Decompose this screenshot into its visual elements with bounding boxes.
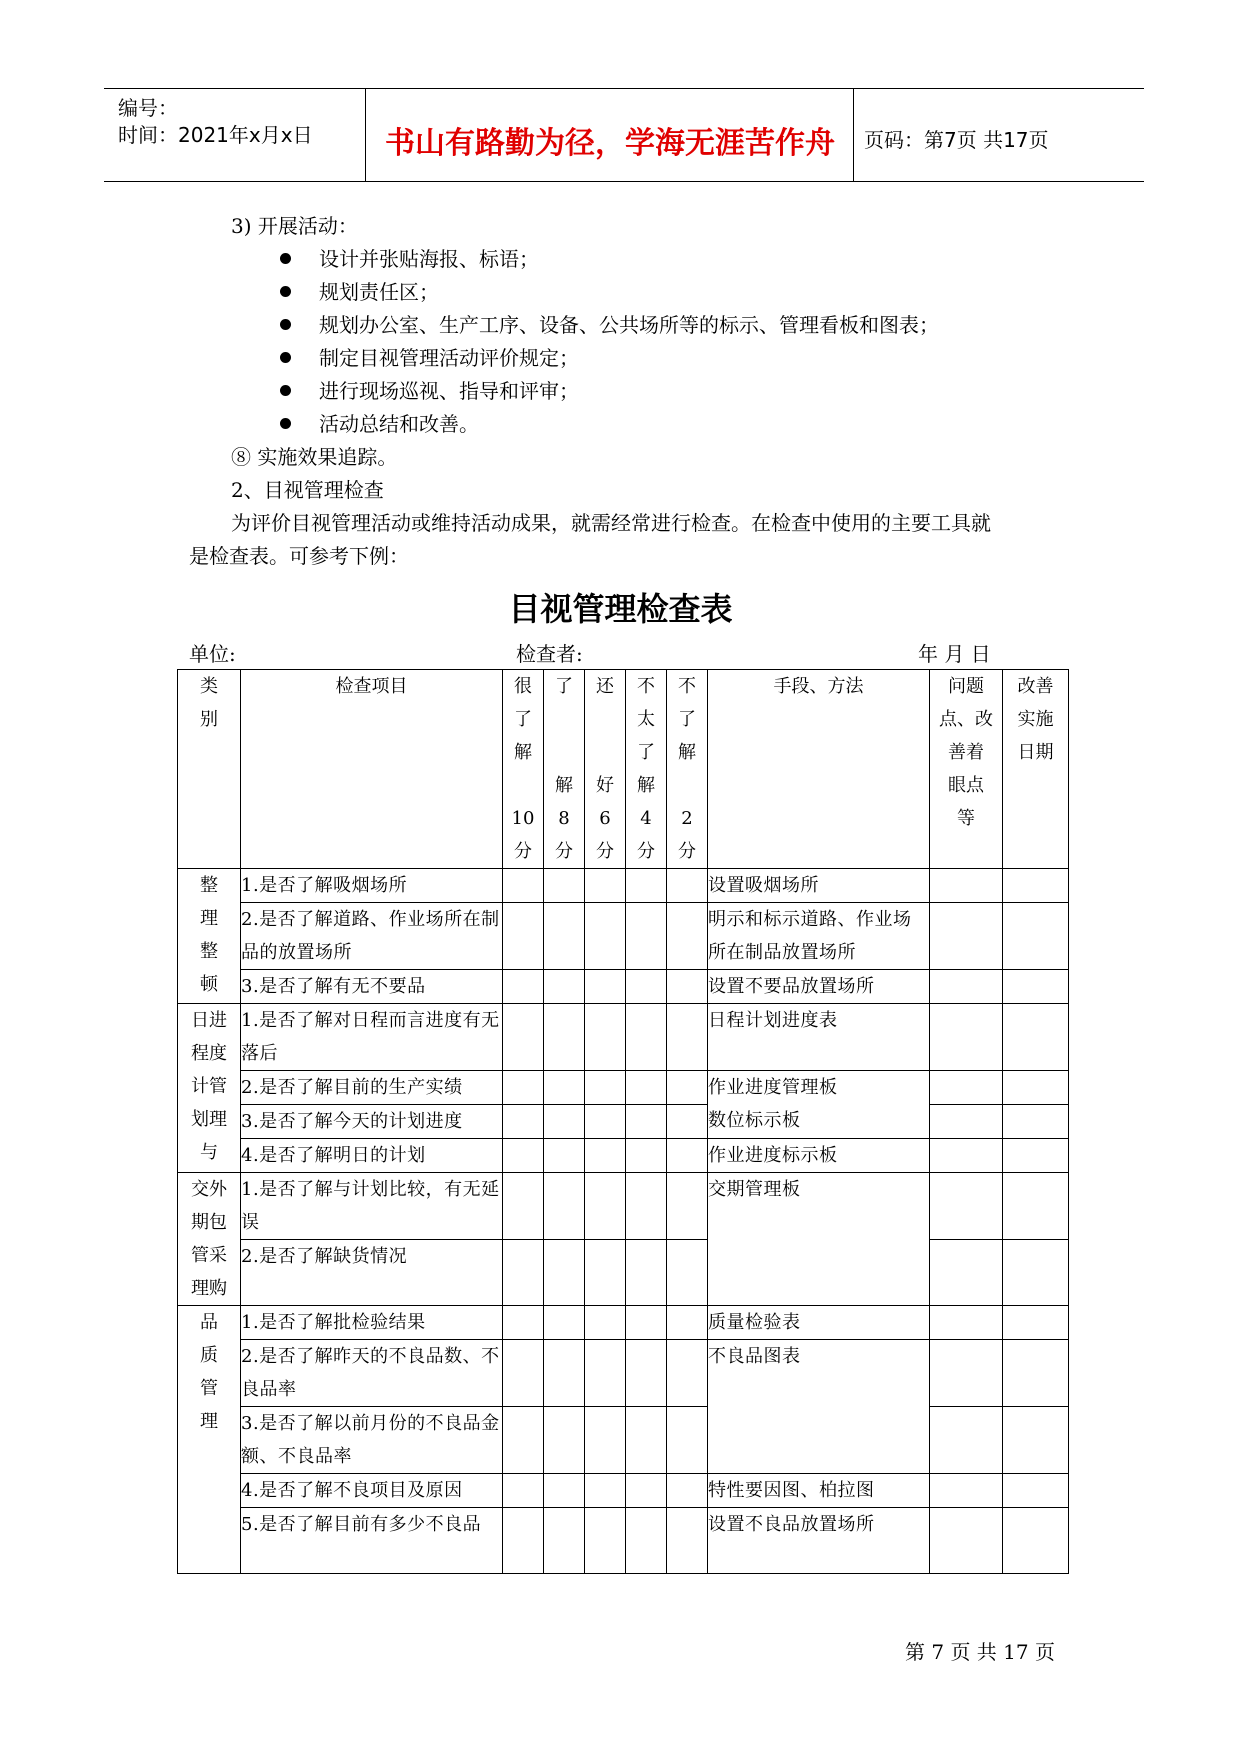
header-method: 手段、方法 <box>708 670 930 869</box>
score-cell[interactable] <box>626 869 667 903</box>
improve-date-cell[interactable] <box>1003 903 1069 970</box>
bullet-item <box>280 243 539 276</box>
bullet-icon <box>280 286 291 297</box>
issue-cell[interactable] <box>930 1173 1003 1240</box>
score-cell[interactable] <box>626 1240 667 1306</box>
method-cell: 日程计划进度表 <box>708 1004 930 1071</box>
score-cell[interactable] <box>544 970 585 1004</box>
score-cell[interactable] <box>503 1306 544 1340</box>
score-cell[interactable] <box>585 1306 626 1340</box>
score-cell[interactable] <box>667 903 708 970</box>
category-cell: 交外 期包 管采 理购 <box>178 1173 241 1306</box>
inspector-label: 检查者: <box>516 642 583 666</box>
method-cell: 不良品图表 <box>708 1340 930 1474</box>
form-title: 目视管理检查表 <box>508 590 733 628</box>
doc-time-label: 时间：2021年x月x日 <box>118 123 313 147</box>
score-cell[interactable] <box>667 1004 708 1071</box>
method-cell: 设置不良品放置场所 <box>708 1508 930 1574</box>
bullet-item <box>280 309 939 342</box>
header-score-2: 不 了 解 2 分 <box>667 670 708 869</box>
check-item: 1.是否了解批检验结果 <box>241 1306 503 1340</box>
inspection-table <box>177 669 1069 1574</box>
issue-cell[interactable] <box>930 1474 1003 1508</box>
bullet-icon <box>280 385 291 396</box>
bullet-text: 设计并张贴海报、标语； <box>319 247 539 271</box>
table-row <box>178 1474 1069 1508</box>
bullet-text: 规划责任区； <box>319 280 439 304</box>
score-cell[interactable] <box>585 1340 626 1407</box>
score-cell[interactable] <box>503 1004 544 1071</box>
table-row <box>178 1340 1069 1407</box>
bullet-icon <box>280 319 291 330</box>
score-cell[interactable] <box>544 1139 585 1173</box>
improve-date-cell[interactable] <box>1003 1340 1069 1407</box>
score-cell[interactable] <box>503 970 544 1004</box>
improve-date-cell[interactable] <box>1003 1474 1069 1508</box>
score-cell[interactable] <box>503 1474 544 1508</box>
issue-cell[interactable] <box>930 1139 1003 1173</box>
header-score-10: 很 了 解 10 分 <box>503 670 544 869</box>
improve-date-cell[interactable] <box>1003 1173 1069 1240</box>
score-cell[interactable] <box>544 1004 585 1071</box>
check-item: 2.是否了解昨天的不良品数、不良品率 <box>241 1340 503 1407</box>
score-cell[interactable] <box>585 1004 626 1071</box>
table-row <box>178 1407 1069 1474</box>
issue-cell[interactable] <box>930 1105 1003 1139</box>
check-item: 1.是否了解对日程而言进度有无落后 <box>241 1004 503 1071</box>
header-score-6: 还 好 6 分 <box>585 670 626 869</box>
score-cell[interactable] <box>626 1508 667 1574</box>
issue-cell[interactable] <box>930 1306 1003 1340</box>
score-cell[interactable] <box>585 1508 626 1574</box>
unit-label: 单位: <box>189 642 236 666</box>
check-item: 3.是否了解今天的计划进度 <box>241 1105 503 1139</box>
score-cell[interactable] <box>667 1306 708 1340</box>
issue-cell[interactable] <box>930 869 1003 903</box>
category-cell: 日进 程度 计管 划理 与 <box>178 1004 241 1173</box>
score-cell[interactable] <box>585 1407 626 1474</box>
issue-cell[interactable] <box>930 1340 1003 1407</box>
check-item: 4.是否了解明日的计划 <box>241 1139 503 1173</box>
issue-cell[interactable] <box>930 1004 1003 1071</box>
method-line: 作业进度管理板 <box>708 1077 838 1098</box>
bullet-text: 活动总结和改善。 <box>319 412 479 436</box>
score-cell[interactable] <box>667 869 708 903</box>
table-row <box>178 869 1069 903</box>
method-cell: 明示和标示道路、作业场所在制品放置场所 <box>708 903 930 970</box>
method-cell: 质量检验表 <box>708 1306 930 1340</box>
score-cell[interactable] <box>503 1071 544 1105</box>
table-row <box>178 1004 1069 1071</box>
score-cell[interactable] <box>626 970 667 1004</box>
bullet-text: 规划办公室、生产工序、设备、公共场所等的标示、管理看板和图表； <box>319 313 939 337</box>
table-row <box>178 903 1069 970</box>
table-row <box>178 1306 1069 1340</box>
score-cell[interactable] <box>503 869 544 903</box>
check-item: 2.是否了解缺货情况 <box>241 1240 503 1306</box>
score-cell[interactable] <box>544 1340 585 1407</box>
score-cell[interactable] <box>626 1474 667 1508</box>
score-cell[interactable] <box>667 1508 708 1574</box>
method-line: 数位标示板 <box>708 1110 801 1131</box>
section-2-heading: 2、目视管理检查 <box>231 478 384 502</box>
score-cell[interactable] <box>626 1004 667 1071</box>
score-cell[interactable] <box>626 1173 667 1240</box>
score-cell[interactable] <box>544 1508 585 1574</box>
score-cell[interactable] <box>626 1071 667 1105</box>
method-cell <box>708 1071 930 1139</box>
improve-date-cell[interactable] <box>1003 1306 1069 1340</box>
score-cell[interactable] <box>667 970 708 1004</box>
issue-cell[interactable] <box>930 970 1003 1004</box>
header-score-8: 了 解 8 分 <box>544 670 585 869</box>
improve-date-cell[interactable] <box>1003 970 1069 1004</box>
paragraph-line: 是检查表。可参考下例： <box>189 544 409 568</box>
bullet-item <box>280 408 479 441</box>
score-cell[interactable] <box>667 1173 708 1240</box>
doc-number-label: 编号： <box>118 96 178 120</box>
issue-cell[interactable] <box>930 1240 1003 1306</box>
header-bottom-rule <box>104 181 1144 182</box>
paragraph-line: 为评价目视管理活动或维持活动成果，就需经常进行检查。在检查中使用的主要工具就 <box>231 511 991 535</box>
score-cell[interactable] <box>544 1474 585 1508</box>
score-cell[interactable] <box>667 1105 708 1139</box>
improve-date-cell[interactable] <box>1003 1004 1069 1071</box>
score-cell[interactable] <box>503 1407 544 1474</box>
score-cell[interactable] <box>626 1340 667 1407</box>
score-cell[interactable] <box>667 1139 708 1173</box>
score-cell[interactable] <box>626 1407 667 1474</box>
score-cell[interactable] <box>585 1173 626 1240</box>
header-score-4: 不 太 了 解 4 分 <box>626 670 667 869</box>
score-cell[interactable] <box>503 1105 544 1139</box>
score-cell[interactable] <box>544 1240 585 1306</box>
score-cell[interactable] <box>544 1071 585 1105</box>
score-cell[interactable] <box>667 1071 708 1105</box>
method-cell: 设置吸烟场所 <box>708 869 930 903</box>
improve-date-cell[interactable] <box>1003 1071 1069 1105</box>
score-cell[interactable] <box>585 1139 626 1173</box>
score-cell[interactable] <box>667 1240 708 1306</box>
score-cell[interactable] <box>585 1240 626 1306</box>
check-item: 1.是否了解与计划比较，有无延误 <box>241 1173 503 1240</box>
header-top-rule <box>104 88 1144 89</box>
score-cell[interactable] <box>585 1105 626 1139</box>
method-cell: 特性要因图、柏拉图 <box>708 1474 930 1508</box>
issue-cell[interactable] <box>930 903 1003 970</box>
check-item: 3.是否了解以前月份的不良品金额、不良品率 <box>241 1407 503 1474</box>
header-motto: 书山有路勤为径，学海无涯苦作舟 <box>385 126 835 161</box>
score-cell[interactable] <box>585 1071 626 1105</box>
bullet-icon <box>280 253 291 264</box>
score-cell[interactable] <box>503 1139 544 1173</box>
issue-cell[interactable] <box>930 1508 1003 1574</box>
score-cell[interactable] <box>544 1105 585 1139</box>
score-cell[interactable] <box>503 1508 544 1574</box>
check-item: 2.是否了解道路、作业场所在制品的放置场所 <box>241 903 503 970</box>
improve-date-cell[interactable] <box>1003 1508 1069 1574</box>
table-row <box>178 1173 1069 1240</box>
bullet-item <box>280 276 439 309</box>
score-cell[interactable] <box>667 1407 708 1474</box>
method-cell: 作业进度标示板 <box>708 1139 930 1173</box>
table-row <box>178 1105 1069 1139</box>
score-cell[interactable] <box>503 903 544 970</box>
bullet-item <box>280 375 579 408</box>
bullet-item <box>280 342 579 375</box>
category-cell: 整 理 整 顿 <box>178 869 241 1004</box>
method-cell: 交期管理板 <box>708 1173 930 1306</box>
table-row <box>178 1071 1069 1105</box>
method-cell: 设置不要品放置场所 <box>708 970 930 1004</box>
table-header-row <box>178 670 1069 869</box>
issue-cell[interactable] <box>930 1407 1003 1474</box>
score-cell[interactable] <box>585 903 626 970</box>
score-cell[interactable] <box>585 1474 626 1508</box>
header-page-label: 页码：第7页 共17页 <box>864 128 1049 152</box>
improve-date-cell[interactable] <box>1003 1139 1069 1173</box>
improve-date-cell[interactable] <box>1003 869 1069 903</box>
score-cell[interactable] <box>544 1407 585 1474</box>
score-cell[interactable] <box>667 1474 708 1508</box>
step-3-heading: 3) 开展活动： <box>231 214 358 238</box>
score-cell[interactable] <box>544 869 585 903</box>
category-cell: 品 质 管 理 <box>178 1306 241 1574</box>
header-item: 检查项目 <box>241 670 503 869</box>
score-cell[interactable] <box>544 1306 585 1340</box>
check-item: 1.是否了解吸烟场所 <box>241 869 503 903</box>
header-category: 类 别 <box>178 670 241 869</box>
improve-date-cell[interactable] <box>1003 1240 1069 1306</box>
check-item: 4.是否了解不良项目及原因 <box>241 1474 503 1508</box>
score-cell[interactable] <box>503 1173 544 1240</box>
score-cell[interactable] <box>585 970 626 1004</box>
check-item: 3.是否了解有无不要品 <box>241 970 503 1004</box>
score-cell[interactable] <box>626 1139 667 1173</box>
bullet-icon <box>280 418 291 429</box>
check-item: 2.是否了解目前的生产实绩 <box>241 1071 503 1105</box>
bullet-text: 制定目视管理活动评价规定； <box>319 346 579 370</box>
date-label: 年 月 日 <box>918 642 991 666</box>
improve-date-cell[interactable] <box>1003 1407 1069 1474</box>
score-cell[interactable] <box>503 1240 544 1306</box>
bullet-icon <box>280 352 291 363</box>
step-8-text: ⑧ 实施效果追踪。 <box>231 445 398 469</box>
score-cell[interactable] <box>626 903 667 970</box>
issue-cell[interactable] <box>930 1071 1003 1105</box>
improve-date-cell[interactable] <box>1003 1105 1069 1139</box>
table-row <box>178 1139 1069 1173</box>
page-footer: 第 7 页 共 17 页 <box>905 1640 1055 1664</box>
score-cell[interactable] <box>626 1306 667 1340</box>
bullet-text: 进行现场巡视、指导和评审； <box>319 379 579 403</box>
score-cell[interactable] <box>667 1340 708 1407</box>
score-cell[interactable] <box>503 1340 544 1407</box>
score-cell[interactable] <box>544 1173 585 1240</box>
score-cell[interactable] <box>626 1105 667 1139</box>
document-header <box>104 88 1144 182</box>
check-item: 5.是否了解目前有多少不良品 <box>241 1508 503 1574</box>
table-row <box>178 1240 1069 1306</box>
score-cell[interactable] <box>585 869 626 903</box>
header-improve-date: 改善 实施 日期 <box>1003 670 1069 869</box>
score-cell[interactable] <box>544 903 585 970</box>
table-row <box>178 970 1069 1004</box>
table-row <box>178 1508 1069 1574</box>
header-issue-points: 问题 点、改 善着 眼点 等 <box>930 670 1003 869</box>
